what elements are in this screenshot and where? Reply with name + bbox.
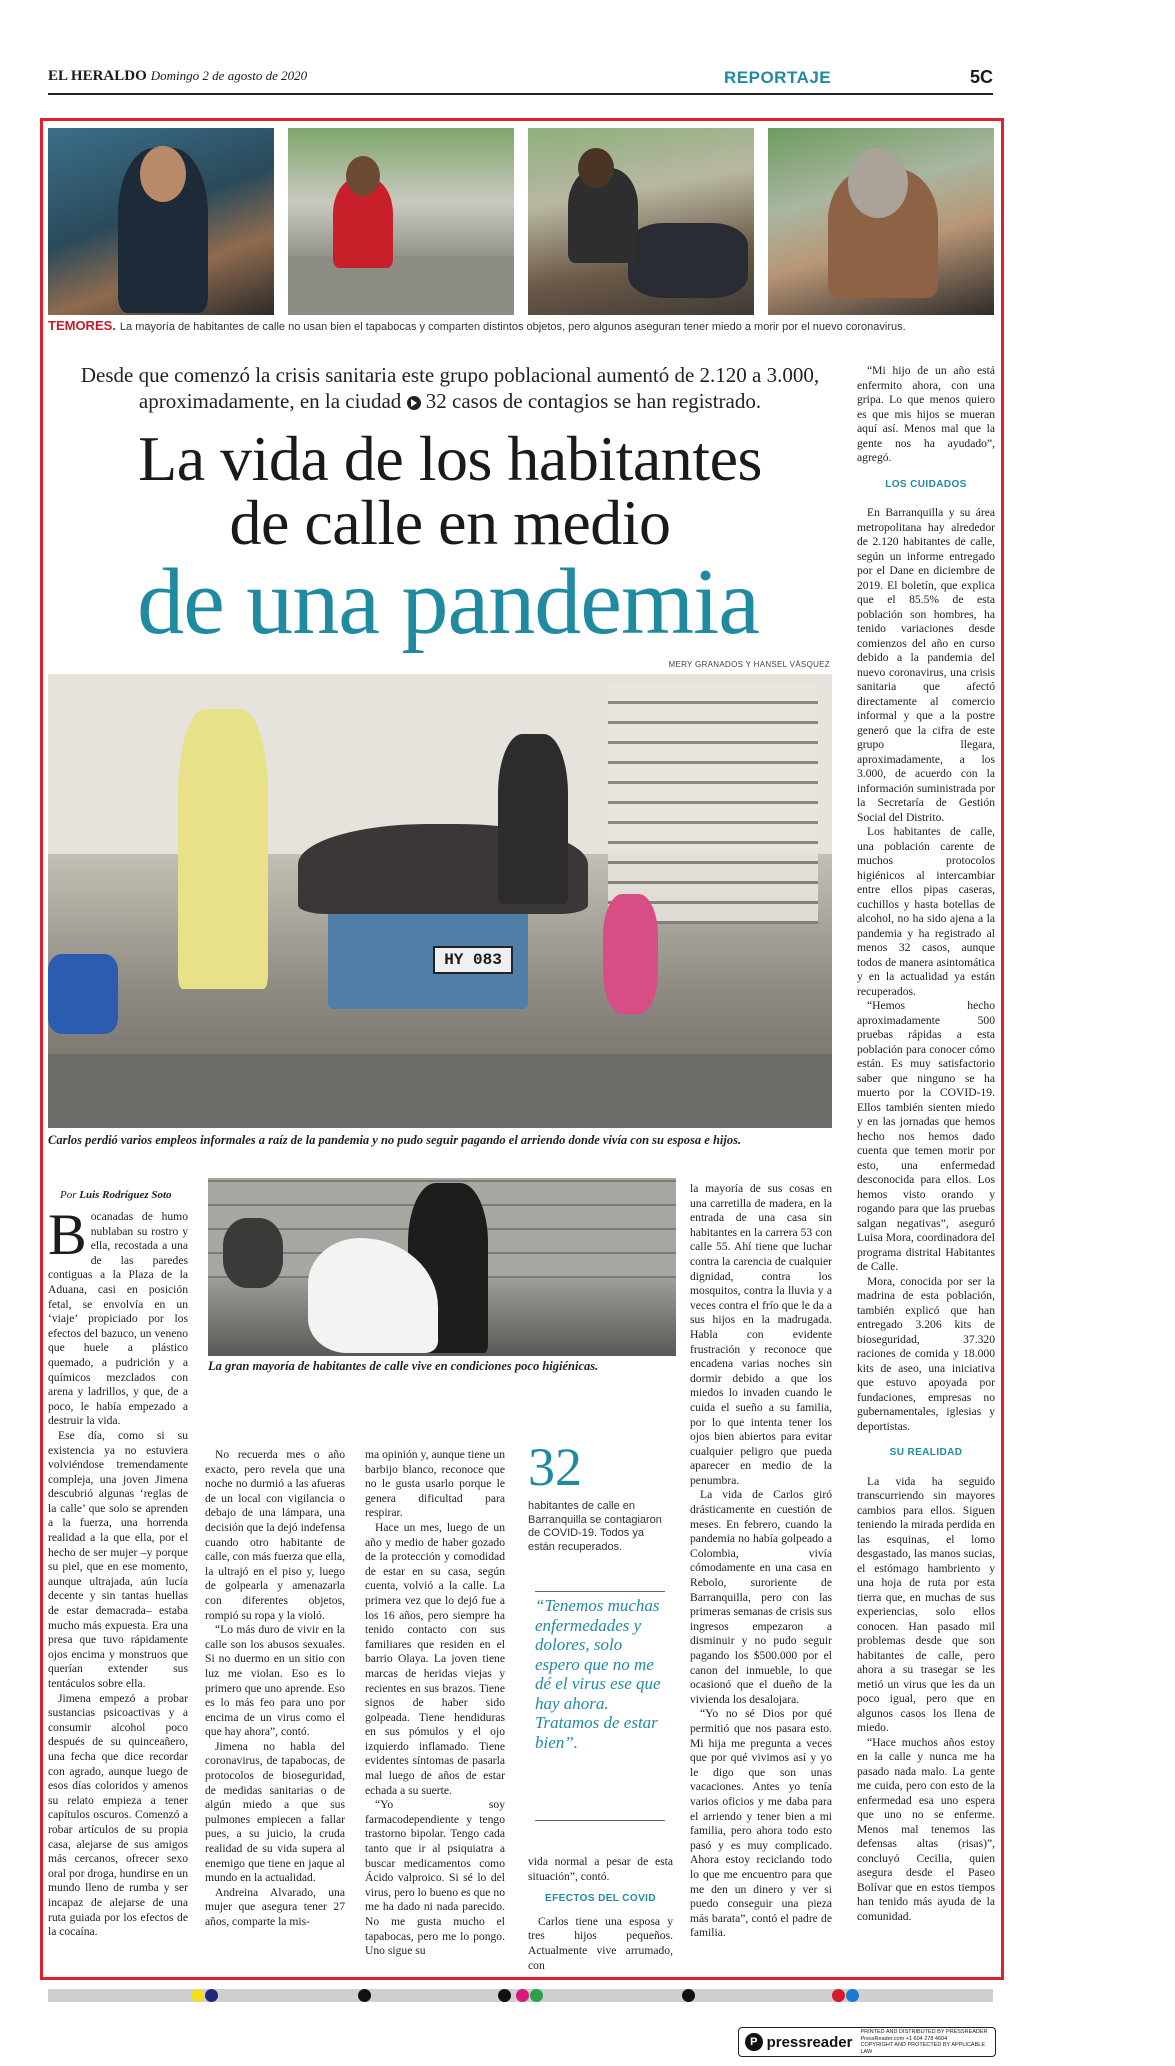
headline-line-3: de una pandemia (137, 550, 759, 654)
caption-text: La mayoría de habitantes de calle no usan bien el tapabocas y comparten distintos objetos, pero algunos aseguran tener miedo a morir por el nuevo coronavirus. (119, 321, 906, 333)
dropcap: B (48, 1202, 87, 1267)
stat-text: habitantes de calle en Barranquilla se contagiaron de COVID-19. Todos ya están recuperados. (528, 1500, 662, 1553)
body-paragraph: vida normal a pesar de esta situación”, contó. (528, 1855, 673, 1883)
lead-caption (48, 318, 993, 333)
body-paragraph: “Lo más duro de vivir en la calle son los abusos sexuales. Si no duermo en un sitio con luz me violan. Eso es lo primero que uno aprende. Eso es lo más feo para uno por encima de un virus como el que hay ahora”, contó. (205, 1623, 345, 1739)
registration-dot (191, 1989, 204, 2002)
body-paragraph: Jimena no habla del coronavirus, de tapabocas, de protocolos de bioseguridad, de medidas sanitarias o de algún miedo a que sus pulmones empiecen a fallar pues, a su juicio, la cruda realidad de su vida supera al enemigo que tiene en jaque al mundo en la actualidad. (205, 1739, 345, 1885)
body-paragraph: Carlos tiene una esposa y tres hijos pequeños. Actualmente vive arrumado, con (528, 1914, 673, 1972)
body-column-1: Bocanadas de humo nublaban su rostro y ella, recostada a una de las paredes contiguas a la Plaza de la Aduana, casi en posición fetal, se envolvía en un ‘viaje’ propiciado por los efectos del bazuco, un veneno que huele a plástico quemado, a pudrición y a químicos mezclados con arena y ladrillos, y que, de a poco, le había empezado a destruir la vida. Ese día, como si su existencia ya no estuviera volviéndose tremendamente compleja, una joven Jimena descubrió algunas ‘reglas de la calle’ que solo se aprenden a la fuerza, una horrenda realidad a la que ella, por el hecho de ser mujer –y porque su piel, que en ese momento, aunque ultrajada, aún lucía decente y sin tantas huellas de estar demacrada– estaba mucho más expuesta. Era una presa que tuvo rápidamente ojos encima y monstruos que querían extender sus tentáculos sobre ella. Jimena empezó a probar sustancias psicoactivas y a consumir alcohol poco después de su quinceañero, una fecha que dice recordar con agrado, aunque luego de esos días coloridos y amenos su relato empieza a tener capítulos oscuros. Comenzó a robar artículos de su propia casa, alejarse de sus amigos más cercanos, ofrecer sexo oral por droga, hundirse en un mundo lleno de rumba y ser incapaz de alejarse de una ruta guiada por los efectos de la cocaína. (48, 1202, 188, 1939)
body-paragraph: Jimena empezó a probar sustancias psicoactivas y a consumir alcohol poco después de su quinceañero, una fecha que dice recordar con agrado, aunque luego de esos días coloridos y amenos su relato empieza a tener capítulos oscuros. Comenzó a robar artículos de su propia casa, alejarse de sus amigos más cercanos, ofrecer sexo oral por droga, hundirse en un mundo lleno de rumba y ser incapaz de alejarse de una ruta guiada por los efectos de la cocaína. (48, 1691, 188, 1939)
registration-dot (516, 1989, 529, 2002)
masthead-rule (48, 93, 993, 95)
caption-tag: TEMORES. (48, 318, 116, 333)
sidebar-paragraph: “Hace muchos años estoy en la calle y nunca me ha pasado nada malo. La gente me cuida, pero con esto de la enfermedad esa uno espera que uno no se enferme. Menos mal tenemos las defensas altas (risas)”, concluyó Cecilia, quien asegura desde el Paseo Bolívar que en estos tiempos han tenido más ayuda de la comunidad. (857, 1735, 995, 1923)
body-column-4 (690, 1182, 832, 1941)
pressreader-brand: pressreader (766, 2033, 853, 2051)
subhead-covid: EFECTOS DEL COVID (545, 1893, 656, 1905)
sidebar-column (857, 364, 995, 1924)
headline-line-2: de calle en medio (229, 487, 671, 558)
subhead-realidad: SU REALIDAD (889, 1447, 963, 1458)
page-number: 5C (969, 67, 993, 87)
body-paragraph: ma opinión y, aunque tiene un barbijo blanco, reconoce que no le gusta usarlo porque le genera dificultad para respirar. (365, 1448, 505, 1520)
registration-dot (682, 1989, 695, 2002)
photo-credit: MERY GRANADOS Y HANSEL VÁSQUEZ (668, 660, 830, 669)
issue-date: Domingo 2 de agosto de 2020 (150, 68, 308, 83)
mid-photo-caption: La gran mayoría de habitantes de calle vive en condiciones poco higiénicas. (208, 1359, 599, 1373)
registration-dot (846, 1989, 859, 2002)
subhead-cuidados: LOS CUIDADOS (885, 478, 967, 490)
registration-dot (205, 1989, 218, 2002)
body-paragraph: “Yo no sé Dios por qué permitió que nos pasara esto. Mi hija me pregunta a veces que por qué vivimos así y yo le digo que son unas vacaciones. Antes yo tenía varios oficios y me daba para el arriendo y tener bien a mi familia, pero ahora todo esto pasó y es muy complicado. Ahora estoy reciclando todo lo que me encuentro para que me den un dinero y ver si puedo conseguir una pieza más barata”, contó el padre de familia. (690, 1707, 832, 1940)
sidebar-paragraph: Los habitantes de calle, una población carente de muchos protocolos higiénicos al intercambiar entre ellos pipas caseras, cuchillos y hasta botellas de alcohol, no ha sido ajena a la pandemia y ha registrado al menos 32 casos, aunque todos de manera asintomática y en la actualidad ya están recuperados. (857, 825, 995, 998)
pressreader-logo-icon: P (745, 2033, 763, 2051)
registration-dot (530, 1989, 543, 2002)
body-column-3b (528, 1855, 673, 1973)
stat-number: 32 (528, 1437, 582, 1497)
masthead (48, 68, 993, 94)
registration-dot (832, 1989, 845, 2002)
photo-man-belongings (528, 128, 754, 315)
section-label: REPORTAJE (724, 68, 832, 87)
deck: Desde que comenzó la crisis sanitaria este grupo poblacional aumentó de 2.120 a 3.000, aproximadamente, en la ciudad 32 casos de contagios se han registrado. (80, 363, 820, 413)
sidebar-paragraph: Mora, conocida por ser la madrina de esta población, también explicó que han entregado 3.206 kits de bioseguridad, 37.320 raciones de comida y 18.000 kits de aseo, una iniciativa que estuvo apoyada por fundaciones, empresas no gubernamentales, iglesias y deportistas. (857, 1274, 995, 1433)
body-paragraph: Hace un mes, luego de un año y medio de haber gozado de la protección y comodidad de estar en su casa, según cuenta, volvió a la calle. La primera vez que lo dejó fue a los 16 años, pero siempre ha tenido contacto con sus familiares que residen en el barrio Olaya. La joven tiene marcas de heridas viejas y recientes en sus brazos. Tiene signos de haber sido golpeada. Tiene hendiduras en sus pómulos y el ojo izquierdo inflamado. Tiene evidentes síntomas de pasarla mal luego de años de estar echada a su suerte. (365, 1520, 505, 1797)
headline-line-1: La vida de los habitantes (138, 423, 762, 494)
arrow-bullet-icon (407, 396, 421, 410)
body-paragraph: La vida de Carlos giró drásticamente en cuestión de meses. En febrero, cuando la pandemia no había golpeado a Colombia, vivía cómodamente en una casa en Rebolo, suroriente de Barranquilla, pero con las primeras semanas de crisis sus ingresos empezaron a disminuir y no pudo seguir pagando los $500.000 por el canon del inmueble, lo que ocasionó que el dueño de la vivienda los desalojara. (690, 1488, 832, 1706)
body-paragraph: Andreina Alvarado, una mujer que asegura tener 27 años, comparte la mis- (205, 1885, 345, 1928)
body-paragraph: No recuerda mes o año exacto, pero revela que una noche no durmió a las afueras de un local con vigilancia o debajo de una lámpara, una decisión que la dejó indefensa cuando otro habitante de calle, con más fuerza que ella, la ultrajó en el piso y, luego de golpearla y amenazarla con diferentes objetos, rompió su ropa y la violó. (205, 1448, 346, 1622)
body-paragraph: la mayoría de sus cosas en una carretilla de madera, en la entrada de una casa sin habitantes en la carrera 53 con calle 55. Ahí tiene que luchar contra la carencia de cualquier dignidad, contra los mosquitos, contra la lluvia y a veces contra el frío que le da a sus hijos en la madrugada. Habla con evidente frustración y reconoce que encadena varias noches sin dormir debido a que los miedos lo invaden cuando le cuida el sueño a su familia, por lo que intenta tener los ojos bien abiertos para evitar cualquier peligro que pueda aparecer en medio de la penumbra. (690, 1182, 832, 1487)
main-photo-caption: Carlos perdió varios empleos informales a raíz de la pandemia y no pudo seguir pagando el arriendo donde vivía con su esposa e hijos. (48, 1133, 742, 1147)
main-photo (48, 674, 832, 1128)
registration-dot (358, 1989, 371, 2002)
pressreader-badge[interactable] (738, 2027, 996, 2057)
body-column-3 (365, 1448, 505, 1959)
pull-quote: “Tenemos muchas enfermedades y dolores, solo espero que no me dé el virus ese que hay ahora. Tratamos de estar bien”. (535, 1596, 661, 1752)
newspaper-name: EL HERALDO Domingo 2 de agosto de 2020 (48, 68, 308, 84)
cart-plate: HY 083 (433, 946, 513, 974)
pressreader-legal: PRINTED AND DISTRIBUTED BY PRESSREADER PressReader.com +1 604 278 4604 COPYRIGHT AND PROTECTED BY APPLICABLE LAW (860, 2029, 988, 2055)
body-column-2 (205, 1448, 345, 1930)
quote-rule-bottom (535, 1820, 665, 1821)
registration-color-bar (48, 1989, 993, 2002)
sidebar-paragraph: La vida ha seguido transcurriendo sin mayores cambios para ellos. Siguen teniendo la mirada perdida en las esquinas, el lomo desgastado, las manos sucias, el estómago hambriento y una hoja de ruta por esta tierra que, en muchas de sus experiencias, solo ellos conocen. Han pasado mil problemas desde que son habitantes de calle, pero ahora a su trasegar se les metió un virus que les da un poco igual, pero que en algunos casos los llena de miedo. (857, 1474, 995, 1734)
photo-old-man (768, 128, 994, 315)
sidebar-paragraph: En Barranquilla y su área metropolitana hay alrededor de 2.120 habitantes de calle, según un informe entregado por el Dane en diciembre de 2019. El boletín, que explica que el 85.5% de esta población son hombres, ha tenido variaciones desde comienzos del año en curso debido a la pandemia del nuevo coronavirus, una crisis sanitaria que afectó directamente al comercio informal y que a la postre generó que la cifra de este grupo llegara, aproximadamente, a los 3.000, de acuerdo con la información suministrada por la Secretaría de Gestión Social del Distrito. (857, 506, 995, 824)
body-paragraph: “Yo soy farmacodependiente y tengo trastorno bipolar. Tengo cada tanto que ir al psiquiatra a buscar medicamentos como Ácido valproico. Si sé lo del virus, pero lo bueno es que no me ha dado ni nada parecido. No me gusta mucho el tapabocas, pero me lo pongo. Uno sigue su (365, 1798, 505, 1958)
author-byline: Por Luis Rodríguez Soto (60, 1189, 172, 1201)
photo-woman-mask (48, 128, 274, 315)
mid-photo (208, 1178, 676, 1356)
quote-rule-top (535, 1591, 665, 1592)
sidebar-paragraph: “Mi hijo de un año está enfermito ahora, con una gripa. Lo que menos quiero es que mis hijos se mueran aquí así. Menos mal que la gente nos ha ayudado”, agregó. (857, 364, 995, 464)
registration-dot (498, 1989, 511, 2002)
photo-man-sidewalk (288, 128, 514, 315)
sidebar-paragraph: “Hemos hecho aproximadamente 500 pruebas rápidas a esta población para conocer cómo están. Es muy satisfactorio saber que ninguno se ha muerto por la COVID-19. Ellos también sienten miedo y en las jornadas que hemos hecho nos hemos dado cuenta que temen morir por esto, una enfermedad desconocida para ellos. Los hemos visto orando y rogando para que las pruebas salgan negativas”, aseguró Luisa Mora, coordinadora del programa distrital Habitantes de Calle. (857, 999, 995, 1273)
body-paragraph: Ese día, como si su existencia ya no estuviera volviéndose tremendamente compleja, una joven Jimena descubrió algunas ‘reglas de la calle’ que solo se aprenden a la fuerza, una horrenda realidad a la que ella, por el hecho de ser mujer –y porque su piel, que en ese momento, aunque ultrajada, aún lucía decente y sin tantas huellas de estar demacrada– estaba mucho más expuesta. Era una presa que tuvo rápidamente ojos encima y monstruos que querían extender sus tentáculos sobre ella. (48, 1428, 188, 1690)
